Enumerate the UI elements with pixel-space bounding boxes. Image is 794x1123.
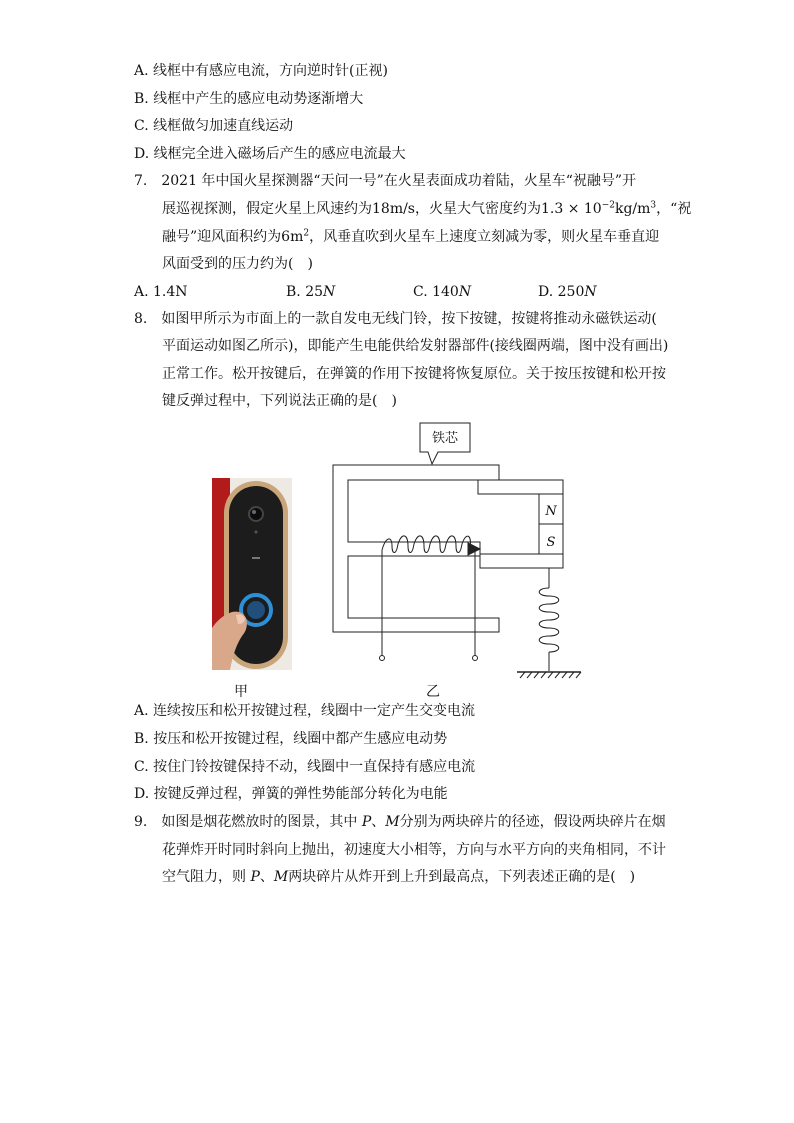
q8-option-a: A. 连续按压和松开按键过程，线圈中一定产生交变电流 <box>134 703 476 719</box>
q7-line-3-tail: ，风垂直吹到火星车上速度立刻减为零，则火星车垂直迎 <box>309 229 660 245</box>
q7-density-unit-exponent: 3 <box>650 200 657 211</box>
q7-density-exponent: −2 <box>601 200 615 211</box>
q9-symbol-p-2: P <box>250 869 260 885</box>
q9-symbol-m-2: M <box>273 869 289 885</box>
q8-line-4: 键反弹过程中，下列说法正确的是( ) <box>162 393 397 409</box>
q7-density-unit: kg/m <box>614 201 651 217</box>
bottom-arm <box>480 554 563 568</box>
q7-line-2-text: 展巡视探测，假定火星上风速约为18m/s，火星大气密度约为1.3 × 10 <box>162 201 602 217</box>
q9-line-3 <box>162 867 635 887</box>
q7-choice-b-text: B. 25 <box>286 284 324 300</box>
q7-choice-d-unit: N <box>584 284 597 300</box>
generator-diagram <box>320 420 590 682</box>
q7-choice-b-unit: N <box>323 284 336 300</box>
q9-line-1-a: 9. 如图是烟花燃放时的图景，其中 <box>134 814 362 830</box>
q9-symbol-p: P <box>361 814 372 830</box>
sensor-dot-icon <box>255 531 258 534</box>
q7-area-exponent: 2 <box>303 228 310 239</box>
q9-sep-2: 、 <box>259 869 274 885</box>
q6-option-d: D. 线框完全进入磁场后产生的感应电流最大 <box>134 146 406 162</box>
q7-choice-b <box>286 282 335 302</box>
q9-line-3-a: 空气阻力，则 <box>162 869 251 885</box>
camera-glint-icon <box>252 510 256 514</box>
q7-line-3-text: 融号”迎风面积约为6m <box>162 229 304 245</box>
q8-option-b: B. 按压和松开按键过程，线圈中都产生感应电动势 <box>134 731 448 747</box>
q7-line-2 <box>162 199 691 219</box>
q8-line-1: 8. 如图甲所示为市面上的一款自发电无线门铃，按下按键，按键将推动永磁铁运动( <box>134 311 657 327</box>
doorbell-photo <box>212 478 292 670</box>
q7-choice-c-text: C. 140 <box>413 284 459 300</box>
core-label: 铁芯 <box>431 431 459 446</box>
camera-lens-icon <box>249 507 263 521</box>
magnet-pole-n: N <box>545 504 557 519</box>
q9-line-3-b: 两块碎片从炸开到上升到最高点，下列表述正确的是( ) <box>288 869 636 885</box>
q7-choice-d-text: D. 250 <box>538 284 585 300</box>
q9-line-1 <box>134 812 666 832</box>
q7-line-4: 风面受到的压力约为( ) <box>162 256 313 272</box>
spring-icon <box>539 588 559 652</box>
q7-line-1: 7. 2021 年中国火星探测器“天问一号”在火星表面成功着陆，火星车“祝融号”开 <box>134 173 637 189</box>
brand-mark <box>252 557 260 559</box>
figure-label-right: 乙 <box>426 684 440 700</box>
q7-choice-d <box>538 282 597 302</box>
q6-option-b: B. 线框中产生的感应电动势逐渐增大 <box>134 91 364 107</box>
q6-option-a: A. 线框中有感应电流，方向逆时针(正视) <box>134 63 388 79</box>
q9-symbol-m: M <box>385 814 400 830</box>
q9-line-2: 花弹炸开时同时斜向上抛出，初速度大小相等，方向与水平方向的夹角相同，不计 <box>162 842 666 858</box>
figure-label-left: 甲 <box>234 684 248 700</box>
ground-hatch <box>520 672 581 678</box>
top-arm <box>478 480 563 494</box>
terminal-right <box>473 656 478 661</box>
q7-choice-c <box>413 282 471 302</box>
q6-option-c: C. 线框做匀加速直线运动 <box>134 118 294 134</box>
q9-line-1-b: 分别为两块碎片的径迹，假设两块碎片在烟 <box>399 814 666 830</box>
q7-line-2-tail: ，“祝 <box>656 201 692 217</box>
q7-line-3 <box>162 227 659 247</box>
q8-line-2: 平面运动如图乙所示)，即能产生电能供给发射器部件(接线圈两端，图中没有画出) <box>162 338 669 354</box>
q7-choice-c-unit: N <box>458 284 472 300</box>
q7-choice-a: A. 1.4N <box>134 284 188 300</box>
terminal-left <box>380 656 385 661</box>
q8-option-d: D. 按键反弹过程，弹簧的弹性势能部分转化为电能 <box>134 786 448 802</box>
q8-option-c: C. 按住门铃按键保持不动，线圈中一直保持有感应电流 <box>134 759 476 775</box>
doorbell-button-center <box>247 601 265 619</box>
magnet-pole-s: S <box>546 535 556 550</box>
q8-line-3: 正常工作。松开按键后，在弹簧的作用下按键将恢复原位。关于按压按键和松开按 <box>162 366 666 382</box>
q9-sep: 、 <box>371 814 386 830</box>
